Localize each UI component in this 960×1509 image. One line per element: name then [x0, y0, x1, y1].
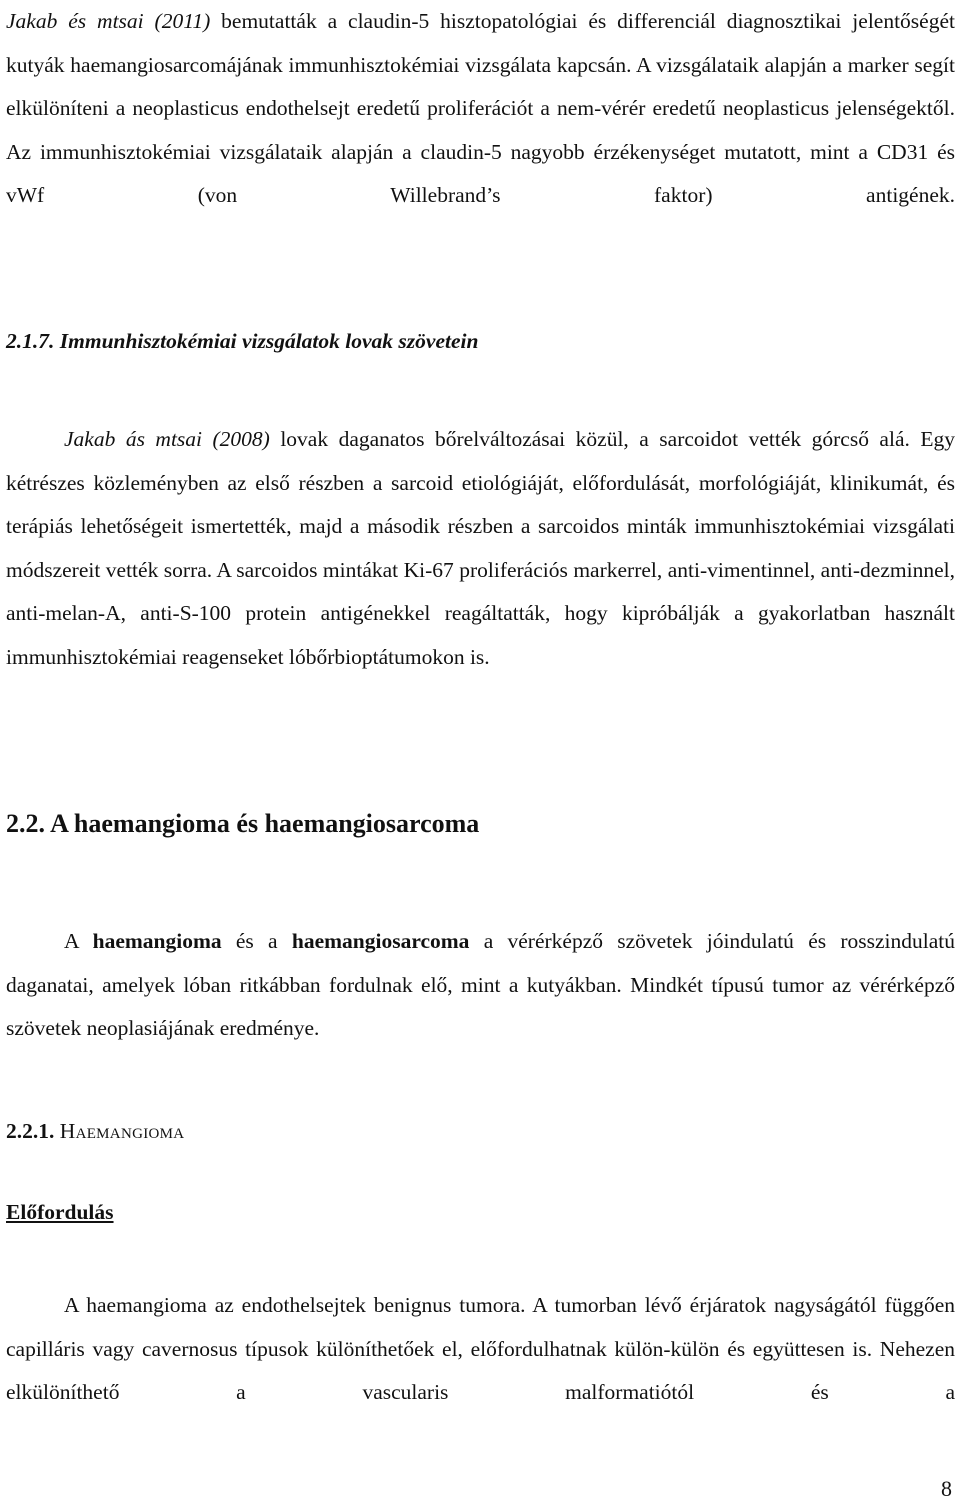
term-haemangioma: haemangioma [92, 929, 222, 953]
paragraph-haemangioma-description [6, 1284, 955, 1415]
section-heading-2-2: 2.2. A haemangioma és haemangiosarcoma [6, 809, 480, 838]
section-heading-2-2-1 [6, 1119, 184, 1144]
paragraph-text: lovak daganatos bőrelváltozásai közül, a sarcoidot vették górcső alá. Egy kétrészes közleményben az első részben a sarcoid etiológiáját, előfordulását, morfológiáját, klinikumát, és terápiás lehetőségeit ismertették, majd a második részben a sarcoidos minták immunhisztokémiai vizsgálati módszereit vették sorra. A sarcoidos mintákat Ki-67 proliferációs markerrel, anti-vimentinnel, anti-dezminnel, anti-melan-A, anti-S-100 protein antigénekkel reagáltatták, hogy kipróbálják a gyakorlatban használt immunhisztokémiai reagenseket lóbőrbioptátumokon is. [6, 427, 955, 669]
subheading-elofordulas: Előfordulás [6, 1200, 114, 1224]
section-title: Haemangioma [59, 1119, 185, 1143]
paragraph-haemangioma-intro: A haemangioma és a haemangiosarcoma a vérérképző szövetek jóindulatú és rosszindulatú daganatai, amelyek lóban ritkábban fordulnak elő, mint a kutyákban. Mindkét típusú tumor az vérérképző szövetek neoplasiájának eredménye. [6, 929, 956, 1040]
paragraph-text: bemutatták a claudin-5 hisztopatológiai és differenciál diagnosztikai jelentőségét kutyák haemangiosarcomájának immunhisztokémiai vizsgálata kapcsán. A vizsgálataik alapján a marker segít elkülöníteni a neoplasticus endothelsejt eredetű proliferációt a nem-vérér eredetű neoplasticus jelenségektől. Az immunhisztokémiai vizsgálataik alapján a claudin-5 nagyobb érzékenységet mutatott, mint a CD31 és vWf (von Willebrand’s faktor) antigének. [6, 9, 955, 207]
paragraph-sarcoid [6, 418, 955, 679]
term-haemangiosarcoma: haemangiosarcoma [291, 929, 470, 953]
page-number: 8 [941, 1476, 952, 1501]
paragraph-claudin5 [6, 0, 955, 218]
section-number: 2.2.1. [6, 1119, 60, 1143]
section-heading-2-1-7: 2.1.7. Immunhisztokémiai vizsgálatok lovak szövetein [6, 329, 479, 353]
citation-jakab-2011: Jakab és mtsai (2011) [6, 9, 211, 33]
paragraph-text: A haemangioma az endothelsejtek benignus tumora. A tumorban lévő érjáratok nagyságától függően capilláris vagy cavernosus típusok különíthetőek el, előfordulhatnak külön-külön és együttesen is. Nehezen elkülöníthető a vascularis malformatiótól és a [6, 1293, 955, 1404]
citation-jakab-2008: Jakab ás mtsai (2008) [64, 427, 270, 451]
